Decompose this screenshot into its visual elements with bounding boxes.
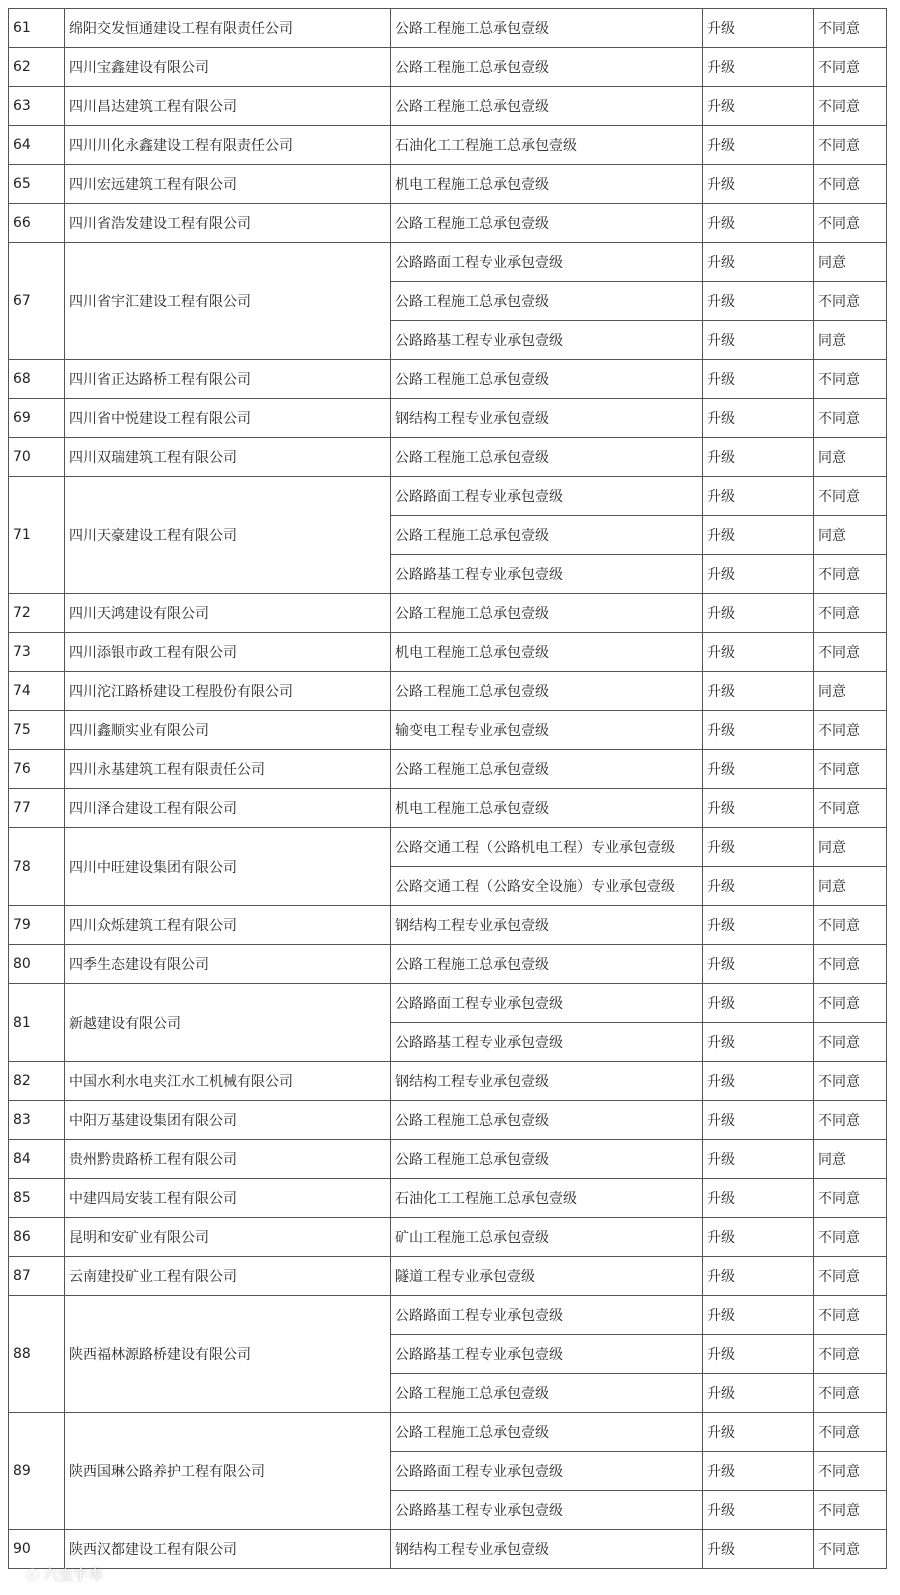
table-row — [9, 1101, 887, 1140]
company-name-cell: 陕西国琳公路养护工程有限公司 — [65, 1413, 391, 1530]
table-row — [9, 750, 887, 789]
qualification-cell: 公路路基工程专业承包壹级 — [391, 1491, 703, 1530]
result-cell: 同意 — [814, 243, 887, 282]
result-cell: 不同意 — [814, 984, 887, 1023]
result-cell: 不同意 — [814, 555, 887, 594]
apply-type-cell: 升级 — [703, 672, 814, 711]
qualification-cell: 公路路面工程专业承包壹级 — [391, 1296, 703, 1335]
table-row — [9, 789, 887, 828]
row-number-cell: 79 — [9, 906, 65, 945]
qualification-cell: 钢结构工程专业承包壹级 — [391, 1530, 703, 1569]
qualification-cell: 机电工程施工总承包壹级 — [391, 165, 703, 204]
table-row — [9, 1296, 887, 1335]
qualification-cell: 公路路基工程专业承包壹级 — [391, 555, 703, 594]
qualification-cell: 公路路面工程专业承包壹级 — [391, 477, 703, 516]
result-cell: 不同意 — [814, 1335, 887, 1374]
apply-type-cell: 升级 — [703, 711, 814, 750]
company-name-cell: 四川省浩发建设工程有限公司 — [65, 204, 391, 243]
qualification-cell: 钢结构工程专业承包壹级 — [391, 399, 703, 438]
result-cell: 同意 — [814, 867, 887, 906]
apply-type-cell: 升级 — [703, 243, 814, 282]
table-row — [9, 1530, 887, 1569]
result-cell: 同意 — [814, 438, 887, 477]
apply-type-cell: 升级 — [703, 1218, 814, 1257]
qualification-cell: 公路工程施工总承包壹级 — [391, 9, 703, 48]
table-row — [9, 48, 887, 87]
row-number-cell: 75 — [9, 711, 65, 750]
result-cell: 不同意 — [814, 282, 887, 321]
result-cell: 不同意 — [814, 126, 887, 165]
result-cell: 不同意 — [814, 1530, 887, 1569]
table-row — [9, 828, 887, 867]
qualification-cell: 矿山工程施工总承包壹级 — [391, 1218, 703, 1257]
row-number-cell: 89 — [9, 1413, 65, 1530]
company-name-cell: 四川天豪建设工程有限公司 — [65, 477, 391, 594]
table-row — [9, 360, 887, 399]
qualification-cell: 公路路基工程专业承包壹级 — [391, 1023, 703, 1062]
qualification-cell: 公路路面工程专业承包壹级 — [391, 243, 703, 282]
result-cell: 不同意 — [814, 1218, 887, 1257]
qualification-cell: 公路交通工程（公路安全设施）专业承包壹级 — [391, 867, 703, 906]
apply-type-cell: 升级 — [703, 1374, 814, 1413]
company-name-cell: 四川永基建筑工程有限责任公司 — [65, 750, 391, 789]
result-cell: 不同意 — [814, 204, 887, 243]
company-name-cell: 四川沱江路桥建设工程股份有限公司 — [65, 672, 391, 711]
result-cell: 不同意 — [814, 1023, 887, 1062]
table-row — [9, 594, 887, 633]
row-number-cell: 81 — [9, 984, 65, 1062]
table-row — [9, 1257, 887, 1296]
table-row — [9, 438, 887, 477]
watermark-text: 六虫宇卑 — [43, 1566, 104, 1584]
apply-type-cell: 升级 — [703, 438, 814, 477]
table-row — [9, 477, 887, 516]
row-number-cell: 86 — [9, 1218, 65, 1257]
apply-type-cell: 升级 — [703, 87, 814, 126]
result-cell: 不同意 — [814, 477, 887, 516]
qualification-cell: 钢结构工程专业承包壹级 — [391, 1062, 703, 1101]
company-name-cell: 四川川化永鑫建设工程有限责任公司 — [65, 126, 391, 165]
result-cell: 不同意 — [814, 1296, 887, 1335]
apply-type-cell: 升级 — [703, 984, 814, 1023]
qualification-cell: 公路路面工程专业承包壹级 — [391, 984, 703, 1023]
result-cell: 不同意 — [814, 906, 887, 945]
result-cell: 不同意 — [814, 1413, 887, 1452]
row-number-cell: 82 — [9, 1062, 65, 1101]
table-row — [9, 1218, 887, 1257]
qualification-cell: 公路路面工程专业承包壹级 — [391, 1452, 703, 1491]
company-name-cell: 四川宏远建筑工程有限公司 — [65, 165, 391, 204]
table-row — [9, 711, 887, 750]
qualification-cell: 公路工程施工总承包壹级 — [391, 204, 703, 243]
qualification-cell: 公路工程施工总承包壹级 — [391, 1101, 703, 1140]
company-name-cell: 四川昌达建筑工程有限公司 — [65, 87, 391, 126]
row-number-cell: 63 — [9, 87, 65, 126]
qualification-cell: 公路工程施工总承包壹级 — [391, 516, 703, 555]
qualification-cell: 公路交通工程（公路机电工程）专业承包壹级 — [391, 828, 703, 867]
result-cell: 不同意 — [814, 1179, 887, 1218]
company-name-cell: 四季生态建设有限公司 — [65, 945, 391, 984]
company-name-cell: 绵阳交发恒通建设工程有限责任公司 — [65, 9, 391, 48]
apply-type-cell: 升级 — [703, 750, 814, 789]
table-row — [9, 204, 887, 243]
apply-type-cell: 升级 — [703, 1140, 814, 1179]
apply-type-cell: 升级 — [703, 321, 814, 360]
table-row — [9, 1413, 887, 1452]
qualification-cell: 石油化工工程施工总承包壹级 — [391, 126, 703, 165]
apply-type-cell: 升级 — [703, 828, 814, 867]
company-name-cell: 云南建投矿业工程有限公司 — [65, 1257, 391, 1296]
apply-type-cell: 升级 — [703, 633, 814, 672]
company-name-cell: 四川天鸿建设有限公司 — [65, 594, 391, 633]
row-number-cell: 65 — [9, 165, 65, 204]
qualification-cell: 公路工程施工总承包壹级 — [391, 594, 703, 633]
result-cell: 不同意 — [814, 9, 887, 48]
company-name-cell: 贵州黔贵路桥工程有限公司 — [65, 1140, 391, 1179]
result-cell: 不同意 — [814, 1374, 887, 1413]
table-row — [9, 126, 887, 165]
table-row — [9, 399, 887, 438]
table-row — [9, 672, 887, 711]
table-row — [9, 945, 887, 984]
qualification-cell: 钢结构工程专业承包壹级 — [391, 906, 703, 945]
row-number-cell: 77 — [9, 789, 65, 828]
apply-type-cell: 升级 — [703, 9, 814, 48]
company-name-cell: 四川省正达路桥工程有限公司 — [65, 360, 391, 399]
company-name-cell: 四川众烁建筑工程有限公司 — [65, 906, 391, 945]
company-name-cell: 四川泽合建设工程有限公司 — [65, 789, 391, 828]
apply-type-cell: 升级 — [703, 1179, 814, 1218]
apply-type-cell: 升级 — [703, 477, 814, 516]
result-cell: 不同意 — [814, 594, 887, 633]
result-cell: 同意 — [814, 828, 887, 867]
qualification-cell: 机电工程施工总承包壹级 — [391, 633, 703, 672]
result-cell: 同意 — [814, 516, 887, 555]
qualification-cell: 公路工程施工总承包壹级 — [391, 1374, 703, 1413]
qualification-cell: 机电工程施工总承包壹级 — [391, 789, 703, 828]
qualification-cell: 公路工程施工总承包壹级 — [391, 48, 703, 87]
row-number-cell: 90 — [9, 1530, 65, 1569]
company-name-cell: 四川省宇汇建设工程有限公司 — [65, 243, 391, 360]
qualification-cell: 公路路基工程专业承包壹级 — [391, 321, 703, 360]
company-name-cell: 四川中旺建设集团有限公司 — [65, 828, 391, 906]
table-row — [9, 243, 887, 282]
apply-type-cell: 升级 — [703, 126, 814, 165]
qualification-cell: 公路工程施工总承包壹级 — [391, 87, 703, 126]
row-number-cell: 67 — [9, 243, 65, 360]
company-name-cell: 新越建设有限公司 — [65, 984, 391, 1062]
apply-type-cell: 升级 — [703, 789, 814, 828]
row-number-cell: 88 — [9, 1296, 65, 1413]
result-cell: 不同意 — [814, 399, 887, 438]
table-row — [9, 633, 887, 672]
qualification-cell: 石油化工工程施工总承包壹级 — [391, 1179, 703, 1218]
row-number-cell: 64 — [9, 126, 65, 165]
apply-type-cell: 升级 — [703, 555, 814, 594]
apply-type-cell: 升级 — [703, 165, 814, 204]
table-row — [9, 1140, 887, 1179]
qualification-cell: 公路工程施工总承包壹级 — [391, 438, 703, 477]
row-number-cell: 78 — [9, 828, 65, 906]
result-cell: 不同意 — [814, 1257, 887, 1296]
qualification-cell: 公路工程施工总承包壹级 — [391, 945, 703, 984]
row-number-cell: 66 — [9, 204, 65, 243]
qualification-cell: 公路路基工程专业承包壹级 — [391, 1335, 703, 1374]
apply-type-cell: 升级 — [703, 1335, 814, 1374]
result-cell: 不同意 — [814, 789, 887, 828]
apply-type-cell: 升级 — [703, 1413, 814, 1452]
qualification-cell: 公路工程施工总承包壹级 — [391, 360, 703, 399]
qualification-cell: 公路工程施工总承包壹级 — [391, 1140, 703, 1179]
company-name-cell: 四川宝鑫建设有限公司 — [65, 48, 391, 87]
row-number-cell: 70 — [9, 438, 65, 477]
table-row — [9, 165, 887, 204]
qualification-cell: 隧道工程专业承包壹级 — [391, 1257, 703, 1296]
company-name-cell: 四川双瑞建筑工程有限公司 — [65, 438, 391, 477]
table-body — [9, 9, 887, 1569]
row-number-cell: 72 — [9, 594, 65, 633]
company-name-cell: 中阳万基建设集团有限公司 — [65, 1101, 391, 1140]
result-cell: 同意 — [814, 321, 887, 360]
company-name-cell: 四川省中悦建设工程有限公司 — [65, 399, 391, 438]
apply-type-cell: 升级 — [703, 399, 814, 438]
apply-type-cell: 升级 — [703, 1452, 814, 1491]
apply-type-cell: 升级 — [703, 867, 814, 906]
qualification-table — [8, 8, 887, 1569]
result-cell: 不同意 — [814, 360, 887, 399]
row-number-cell: 71 — [9, 477, 65, 594]
result-cell: 同意 — [814, 672, 887, 711]
qualification-cell: 公路工程施工总承包壹级 — [391, 282, 703, 321]
apply-type-cell: 升级 — [703, 1023, 814, 1062]
company-name-cell: 陕西汉都建设工程有限公司 — [65, 1530, 391, 1569]
qualification-cell: 公路工程施工总承包壹级 — [391, 672, 703, 711]
result-cell: 不同意 — [814, 711, 887, 750]
row-number-cell: 68 — [9, 360, 65, 399]
watermark — [26, 1564, 103, 1585]
row-number-cell: 80 — [9, 945, 65, 984]
qualification-table-container — [8, 8, 886, 1569]
row-number-cell: 76 — [9, 750, 65, 789]
row-number-cell: 73 — [9, 633, 65, 672]
apply-type-cell: 升级 — [703, 1101, 814, 1140]
result-cell: 不同意 — [814, 165, 887, 204]
row-number-cell: 87 — [9, 1257, 65, 1296]
result-cell: 同意 — [814, 1140, 887, 1179]
apply-type-cell: 升级 — [703, 1491, 814, 1530]
result-cell: 不同意 — [814, 1491, 887, 1530]
company-name-cell: 四川鑫顺实业有限公司 — [65, 711, 391, 750]
apply-type-cell: 升级 — [703, 1296, 814, 1335]
table-row — [9, 1062, 887, 1101]
apply-type-cell: 升级 — [703, 360, 814, 399]
result-cell: 不同意 — [814, 1062, 887, 1101]
result-cell: 不同意 — [814, 750, 887, 789]
result-cell: 不同意 — [814, 1101, 887, 1140]
row-number-cell: 61 — [9, 9, 65, 48]
table-row — [9, 1179, 887, 1218]
company-name-cell: 中国水利水电夹江水工机械有限公司 — [65, 1062, 391, 1101]
row-number-cell: 84 — [9, 1140, 65, 1179]
result-cell: 不同意 — [814, 945, 887, 984]
company-name-cell: 四川添银市政工程有限公司 — [65, 633, 391, 672]
apply-type-cell: 升级 — [703, 1530, 814, 1569]
wechat-icon: ⓒ — [26, 1569, 40, 1584]
qualification-cell: 公路工程施工总承包壹级 — [391, 1413, 703, 1452]
row-number-cell: 62 — [9, 48, 65, 87]
table-row — [9, 87, 887, 126]
apply-type-cell: 升级 — [703, 1062, 814, 1101]
result-cell: 不同意 — [814, 633, 887, 672]
result-cell: 不同意 — [814, 87, 887, 126]
qualification-cell: 输变电工程专业承包壹级 — [391, 711, 703, 750]
row-number-cell: 69 — [9, 399, 65, 438]
table-row — [9, 906, 887, 945]
apply-type-cell: 升级 — [703, 906, 814, 945]
apply-type-cell: 升级 — [703, 1257, 814, 1296]
qualification-cell: 公路工程施工总承包壹级 — [391, 750, 703, 789]
table-row — [9, 9, 887, 48]
apply-type-cell: 升级 — [703, 282, 814, 321]
apply-type-cell: 升级 — [703, 594, 814, 633]
row-number-cell: 85 — [9, 1179, 65, 1218]
row-number-cell: 83 — [9, 1101, 65, 1140]
company-name-cell: 陕西福林源路桥建设有限公司 — [65, 1296, 391, 1413]
result-cell: 不同意 — [814, 1452, 887, 1491]
apply-type-cell: 升级 — [703, 204, 814, 243]
table-row — [9, 984, 887, 1023]
company-name-cell: 昆明和安矿业有限公司 — [65, 1218, 391, 1257]
company-name-cell: 中建四局安装工程有限公司 — [65, 1179, 391, 1218]
apply-type-cell: 升级 — [703, 48, 814, 87]
apply-type-cell: 升级 — [703, 945, 814, 984]
result-cell: 不同意 — [814, 48, 887, 87]
row-number-cell: 74 — [9, 672, 65, 711]
apply-type-cell: 升级 — [703, 516, 814, 555]
